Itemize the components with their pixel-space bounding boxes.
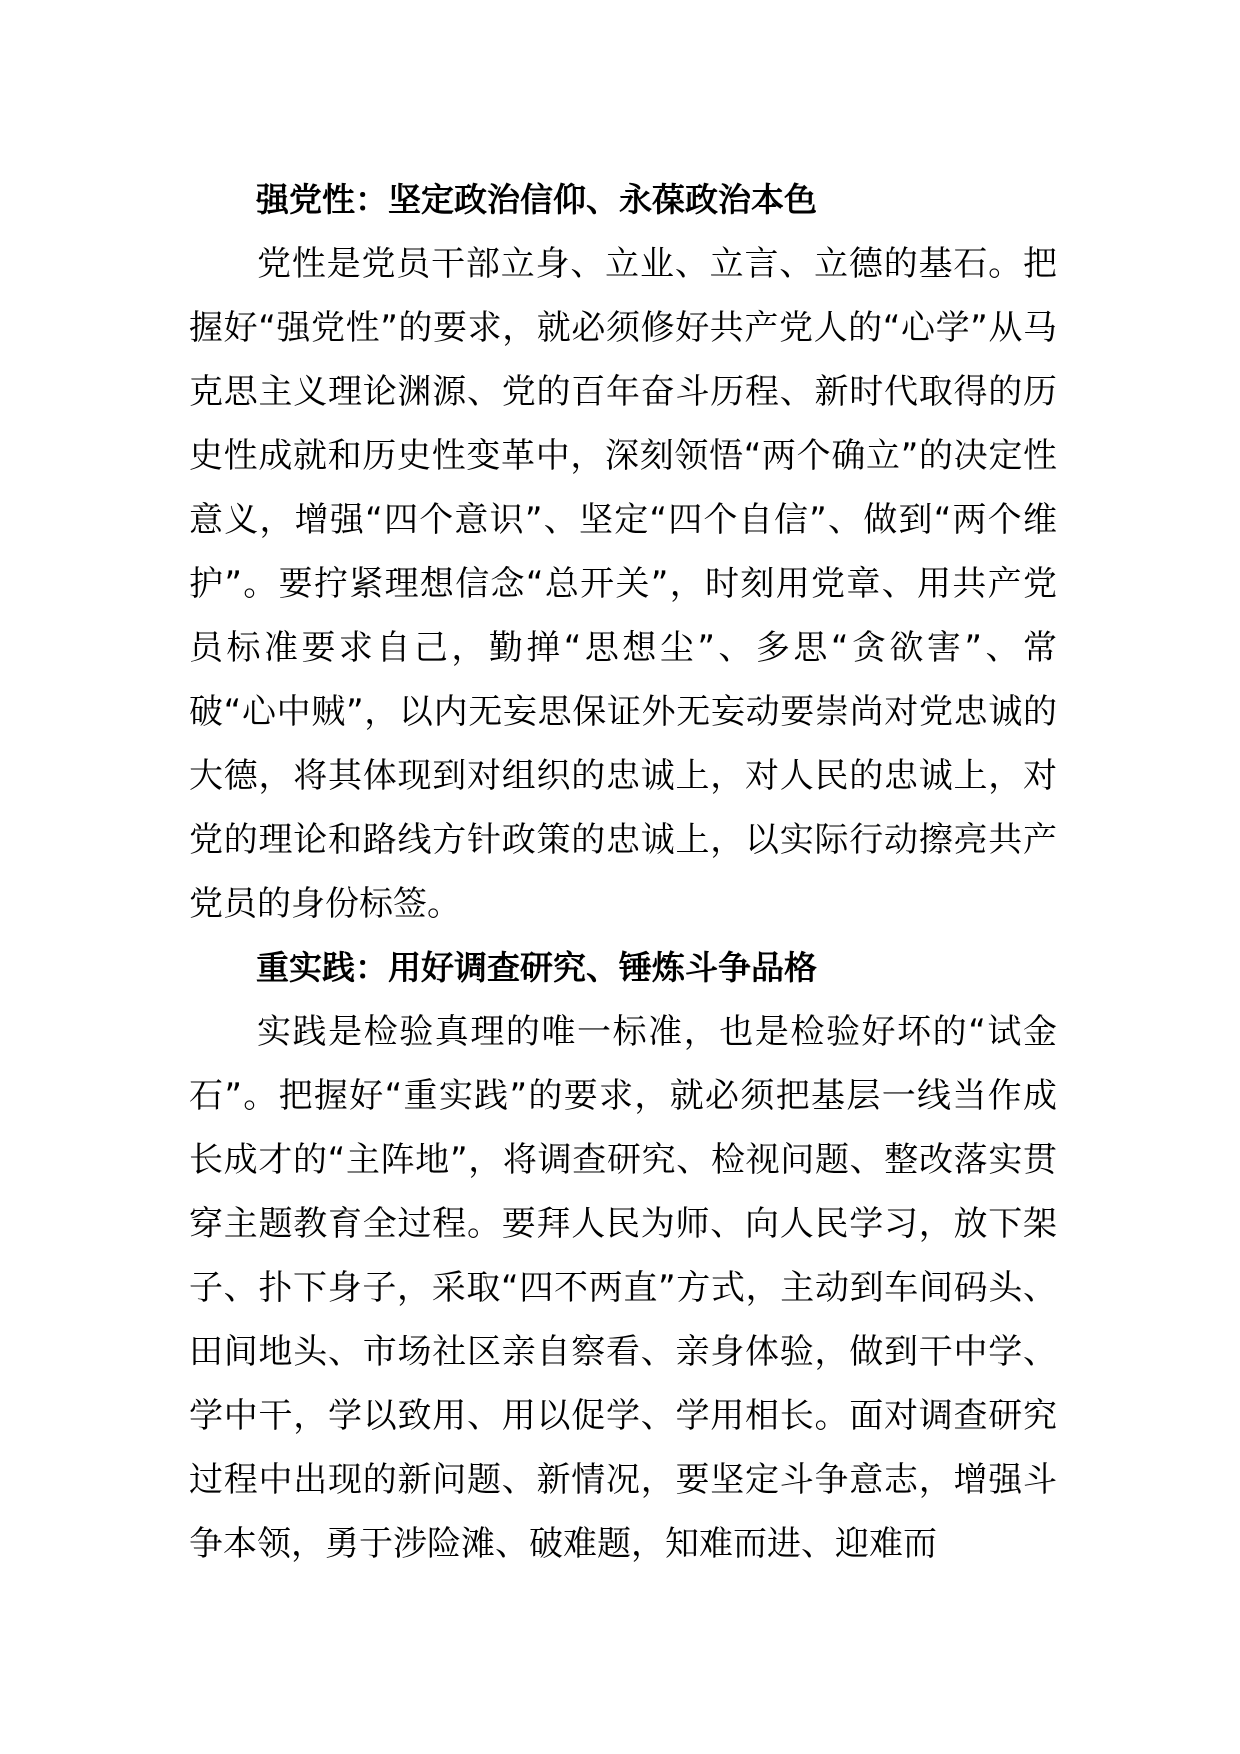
section-heading: 强党性：坚定政治信仰、永葆政治本色 <box>256 180 817 219</box>
document-page <box>189 168 1057 1576</box>
section-heading: 重实践：用好调查研究、锤炼斗争品格 <box>256 948 817 987</box>
section-paragraph: 实践是检验真理的唯一标准，也是检验好坏的“试金石”。把握好“重实践”的要求，就必须把基层一线当作成长成才的“主阵地”，将调查研究、检视问题、整改落实贯穿主题教育全过程。要拜人民为师、向人民学习，放下架子、扑下身子，采取“四不两直”方式，主动到车间码头、田间地头、市场社区亲自察看、亲身体验，做到干中学、学中干，学以致用、用以促学、学用相长。面对调查研究过程中出现的新问题、新情况，要坚定斗争意志，增强斗争本领，勇于涉险滩、破难题，知难而进、迎难而 <box>189 1012 1057 1564</box>
section-paragraph: 党性是党员干部立身、立业、立言、立德的基石。把握好“强党性”的要求，就必须修好共产党人的“心学”从马克思主义理论渊源、党的百年奋斗历程、新时代取得的历史性成就和历史性变革中，深刻领悟“两个确立”的决定性意义，增强“四个意识”、坚定“四个自信”、做到“两个维护”。要拧紧理想信念“总开关”，时刻用党章、用共产党员标准要求自己，勤掸“思想尘”、多思“贪欲害”、常破“心中贼”，以内无妄思保证外无妄动要崇尚对党忠诚的大德，将其体现到对组织的忠诚上，对人民的忠诚上，对党的理论和路线方针政策的忠诚上，以实际行动擦亮共产党员的身份标签。 <box>189 244 1057 924</box>
